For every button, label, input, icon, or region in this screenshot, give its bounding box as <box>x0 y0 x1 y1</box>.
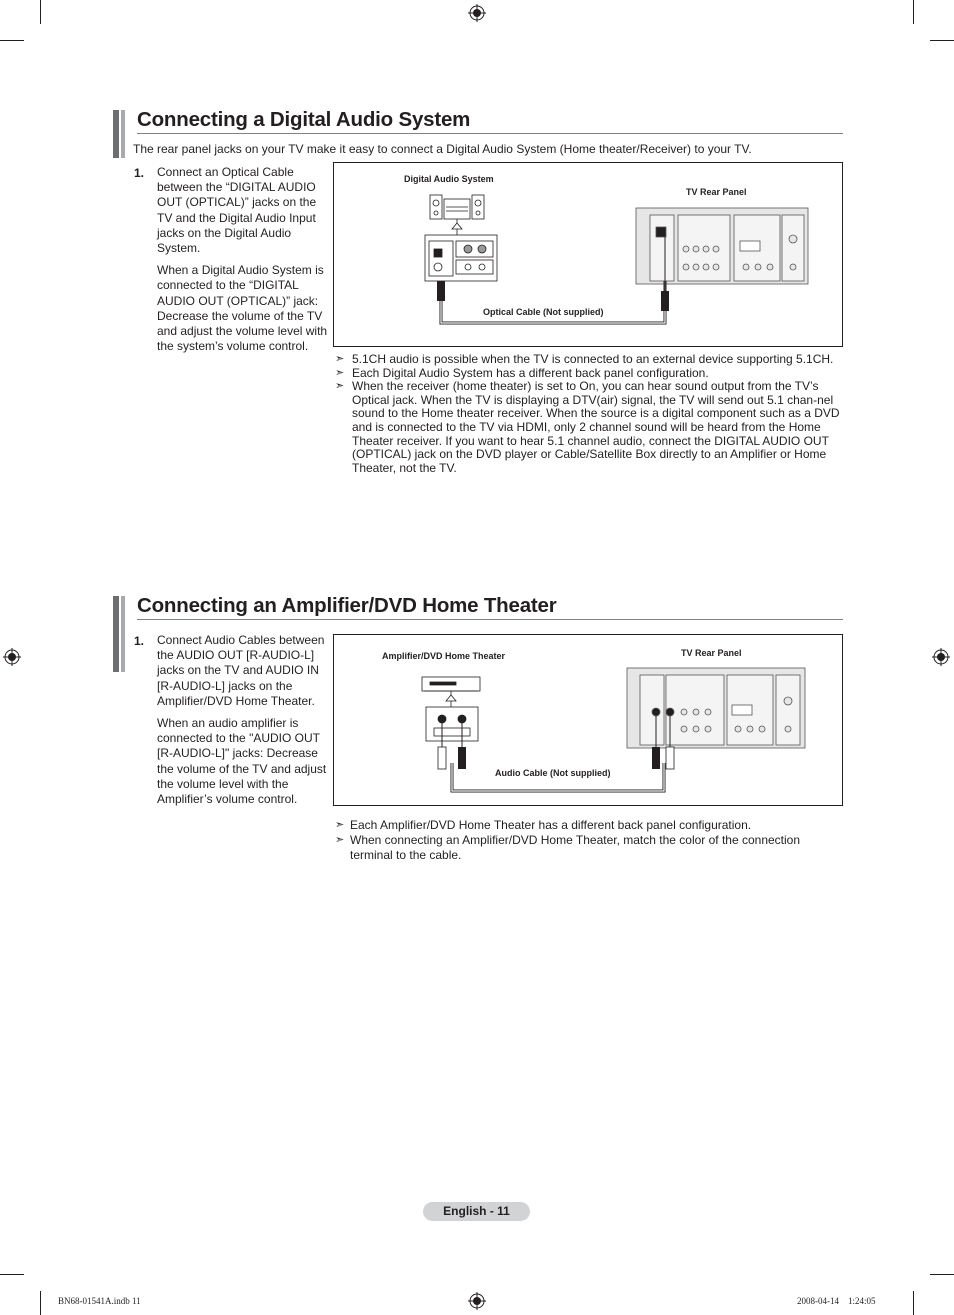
note-item: ➣ When the receiver (home theater) is set to On, you can hear sound output from the TV’s Optical jack. When the TV is displaying a DTV(air) signal, the TV will send out 5.1 chan-nel sound to the Home theater receiver. When the source is a digital component such as a DVD and is connected to the TV via HDMI, only 2 channel sound will be heard from the Home Theater receiver. If you want to hear 5.1 channel audio, connect the DIGITAL AUDIO OUT (OPTICAL) jack on the DVD player or Cable/Satellite Box directly to an Amplifier or Home Theater, not the TV. <box>335 379 840 475</box>
crop-mark <box>40 1291 41 1315</box>
crop-mark <box>40 0 41 24</box>
note-arrow-icon: ➣ <box>335 819 345 831</box>
section-bar <box>121 110 125 158</box>
device-label: Amplifier/DVD Home Theater <box>382 651 506 661</box>
registration-mark-icon <box>468 1292 486 1310</box>
step-number: 1. <box>134 166 145 180</box>
panel-label: TV Rear Panel <box>681 648 742 658</box>
registration-mark-icon <box>468 4 486 22</box>
note-arrow-icon: ➣ <box>335 380 345 393</box>
crop-mark <box>913 0 914 24</box>
section-intro: The rear panel jacks on your TV make it easy to connect a Digital Audio System (Home theater/Receiver) to your TV. <box>133 142 752 156</box>
section-title: Connecting a Digital Audio System <box>137 108 471 131</box>
note-item: ➣ Each Digital Audio System has a different back panel configuration. <box>335 365 709 380</box>
amplifier-wiring-illustration <box>334 635 842 805</box>
connection-diagram <box>333 634 843 806</box>
step-text <box>157 633 327 814</box>
digital-audio-wiring-illustration <box>334 163 842 346</box>
audio-system-icon <box>430 195 484 219</box>
notes-list <box>335 818 842 863</box>
date-slug: 2008-04-14 1:24:05 <box>797 1296 876 1306</box>
crop-mark <box>0 40 24 41</box>
note-item: ➣ 5.1CH audio is possible when the TV is connected to an external device supporting 5.1CH. <box>335 352 834 366</box>
step-paragraph: Connect Audio Cables between the AUDIO OUT [R-AUDIO-L] jacks on the TV and AUDIO IN [R-AUDIO-L] jacks on the Amplifier/DVD Home Theater. <box>157 633 325 708</box>
cable-label: Audio Cable (Not supplied) <box>495 768 611 778</box>
note-arrow-icon: ➣ <box>335 353 345 365</box>
section-title: Connecting an Amplifier/DVD Home Theater <box>137 594 557 617</box>
crop-mark <box>913 1291 914 1315</box>
connection-diagram <box>333 162 843 347</box>
section-bar <box>113 596 119 672</box>
note-item: ➣ Each Amplifier/DVD Home Theater has a different back panel configuration. <box>335 818 752 832</box>
crop-mark <box>930 1274 954 1275</box>
section-bar <box>121 596 125 672</box>
tv-rear-panel-icon <box>636 208 808 284</box>
cable-label: Optical Cable (Not supplied) <box>483 307 604 317</box>
note-arrow-icon: ➣ <box>335 834 345 846</box>
page-number-badge: English - 11 <box>423 1202 530 1221</box>
registration-mark-icon <box>932 648 950 666</box>
notes-list <box>335 353 842 475</box>
step-number: 1. <box>134 634 145 648</box>
step-paragraph: When an audio amplifier is connected to the "AUDIO OUT [R-AUDIO-L]" jacks: Decrease the volume of the TV and adjust the volume level with the Amplifier’s volume control. <box>157 716 327 807</box>
dvd-player-icon <box>422 677 480 691</box>
crop-mark <box>930 40 954 41</box>
tv-rear-panel-icon <box>627 668 805 748</box>
panel-label: TV Rear Panel <box>686 187 747 197</box>
registration-mark-icon <box>3 648 21 666</box>
section-bar <box>113 110 119 158</box>
step-paragraph: When a Digital Audio System is connected to the “DIGITAL AUDIO OUT (OPTICAL)” jack: Decrease the volume of the TV and adjust the volume level with the system’s volume control. <box>157 263 328 354</box>
step-text <box>157 165 329 361</box>
note-item: ➣ When connecting an Amplifier/DVD Home Theater, match the color of the connection terminal to the cable. <box>335 833 801 862</box>
crop-mark <box>0 1274 24 1275</box>
step-paragraph: Connect an Optical Cable between the “DIGITAL AUDIO OUT (OPTICAL)” jacks on the TV and the Digital Audio Input jacks on the Digital Audio System. <box>157 165 317 256</box>
file-slug: BN68-01541A.indb 11 <box>58 1296 141 1306</box>
note-arrow-icon: ➣ <box>335 366 345 379</box>
device-back-panel <box>425 235 497 281</box>
device-back-panel <box>426 707 478 741</box>
title-rule <box>137 133 843 134</box>
title-rule <box>137 619 843 620</box>
device-label: Digital Audio System <box>404 174 494 184</box>
